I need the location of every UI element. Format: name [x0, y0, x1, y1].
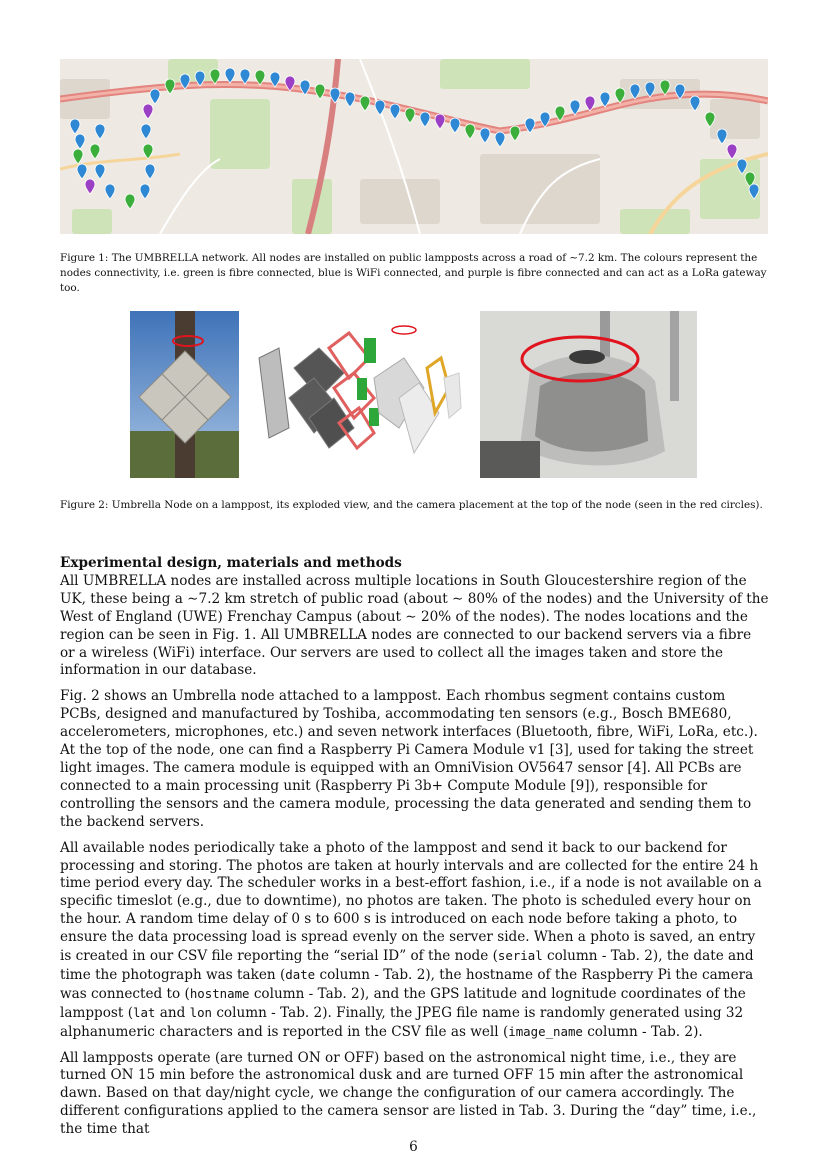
figure-2-caption: Figure 2: Umbrella Node on a lamppost, its exploded view, and the camera placement at the top of the node (seen in the red circles). — [60, 499, 763, 511]
code-lon: lon — [189, 1004, 212, 1020]
code-hostname: hostname — [189, 985, 250, 1001]
camera-closeup-photo — [480, 311, 697, 478]
code-image-name: image_name — [508, 1023, 583, 1039]
paragraph-3: All available nodes periodically take a photo of the lamppost and send it back to our backend for processing and storing. The photos are taken at hourly intervals and are collected for the entire 24 h time period every day. The scheduler works in a best-effort fashion, i.e., if a node is not available on a specific timeslot (e.g., due to downtime), no photos are taken. The photo is scheduled every hour on the hour. A random time delay of 0 s to 600 s is introduced on each node before taking a photo, to ensure the data processing load is spread evenly on the server side. When a photo is saved, an entry is created in our CSV file reporting the “serial ID” of the node (serial column - Tab. 2), the date and time the photograph was taken (date column - Tab. 2), the hostname of the Raspberry Pi the camera was connected to (hostname column - Tab. 2), and the GPS latitude and lognitude coordinates of the lamppost (lat and lon column - Tab. 2). Finally, the JPEG file name is randomly generated using 32 alphanumeric characters and is reported in the CSV file as well (image_name column - Tab. 2). — [60, 839, 762, 1040]
exploded-view-diagram — [249, 318, 467, 466]
paragraph-2: Fig. 2 shows an Umbrella node attached to a lamppost. Each rhombus segment contains custom PCBs, designed and manufactured by Toshiba, accommodating ten sensors (e.g., Bosch BME680, accelerometers, microphones, etc.) and seven network interfaces (Bluetooth, fibre, WiFi, LoRa, etc.). At the top of the node, one can find a Raspberry Pi Camera Module v1 [3], used for taking the street light images. The camera module is equipped with an OmniVision OV5647 sensor [4]. All PCBs are connected to a main processing unit (Raspberry Pi 3b+ Compute Module [9]), responsible for controlling the sensors and the camera module, processing the data generated and sending them to the backend servers. — [60, 688, 758, 830]
section-heading: Experimental design, materials and methods — [60, 555, 402, 571]
section-body — [60, 555, 770, 1147]
code-serial: serial — [497, 948, 543, 964]
code-lat: lat — [133, 1004, 156, 1020]
paragraph-1: All UMBRELLA nodes are installed across multiple locations in South Gloucestershire region of the UK, these being a ∼7.2 km stretch of public road (about ∼ 80% of the nodes) and the University of the West of England (UWE) Frenchay Campus (about ∼ 20% of the nodes). The nodes locations and the region can be seen in Fig. 1. All UMBRELLA nodes are connected to our backend servers via a fibre or a wireless (WiFi) interface. Our servers are used to collect all the images taken and store the information in our database. — [60, 572, 769, 679]
network-map — [60, 59, 768, 234]
paragraph-4: All lampposts operate (are turned ON or OFF) based on the astronomical night time, i.e., they are turned ON 15 min before the astronomical dusk and are turned OFF 15 min after the astronomical dawn. Based on that day/night cycle, we change the configuration of our camera accordingly. The different configurations applied to the camera sensor are listed in Tab. 3. During the “day” time, i.e., the time that — [60, 1049, 757, 1138]
code-date: date — [285, 966, 316, 982]
network-map-figure — [60, 59, 768, 234]
node-on-lamppost-photo — [130, 311, 239, 478]
page-number: 6 — [409, 1139, 418, 1155]
figure-1-caption: Figure 1: The UMBRELLA network. All nodes are installed on public lampposts across a road of ∼7.2 km. The colours represent the nodes connectivity, i.e. green is fibre connected, blue is WiFi connected, and purple is fibre connected and can act as a LoRa gateway too. — [60, 252, 767, 294]
